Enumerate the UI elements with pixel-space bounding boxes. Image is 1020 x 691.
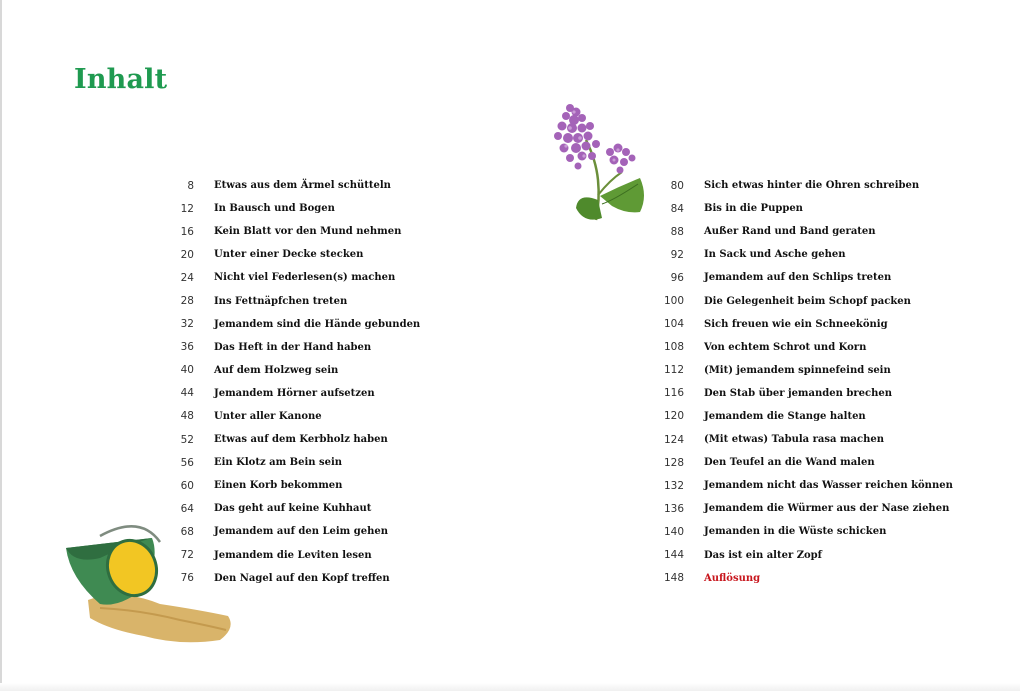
toc-page-number: 56 <box>180 456 194 469</box>
toc-entry-title: Außer Rand und Band geraten <box>704 226 876 238</box>
toc-page-number: 140 <box>663 525 684 538</box>
page-bottom-shadow <box>0 683 1020 691</box>
toc-entry-title: Jemandem die Würmer aus der Nase ziehen <box>704 503 950 515</box>
lilac-leaves <box>576 178 644 220</box>
toc-page-number: 124 <box>663 433 684 446</box>
toc-page-number: 68 <box>180 525 194 538</box>
toc-entry-title: In Bausch und Bogen <box>214 203 335 215</box>
toc-page-number: 88 <box>670 225 684 238</box>
toc-page-number: 120 <box>663 410 684 423</box>
toc-page-number: 8 <box>187 179 194 192</box>
toc-entry <box>150 359 420 382</box>
toc-entry-title: Sich freuen wie ein Schneekönig <box>704 318 888 330</box>
toc-page-number: 108 <box>663 341 684 354</box>
toc-page-number: 136 <box>663 502 684 515</box>
toc-entry-title: Unter einer Decke stecken <box>214 249 364 261</box>
toc-page-number: 12 <box>180 202 194 215</box>
toc-entry-title: Den Nagel auf den Kopf treffen <box>214 572 390 584</box>
toc-page-number: 116 <box>663 387 684 400</box>
toc-entry <box>640 405 953 428</box>
toc-entry-title: Jemanden in die Wüste schicken <box>704 526 887 538</box>
toc-page-number: 128 <box>663 456 684 469</box>
toc-entry-title: Jemandem auf den Schlips treten <box>704 272 892 284</box>
toc-entry-title: Das geht auf keine Kuhhaut <box>214 503 372 515</box>
toc-page-number: 64 <box>180 502 194 515</box>
toc-entry-title: Etwas aus dem Ärmel schütteln <box>214 180 391 192</box>
toc-entry-title: Ins Fettnäpfchen treten <box>214 295 348 307</box>
toc-page-number: 80 <box>670 179 684 192</box>
toc-entry-title: Ein Klotz am Bein sein <box>214 457 343 469</box>
toc-entry-title: Von echtem Schrot und Korn <box>704 341 867 353</box>
bucket-illustration <box>60 518 238 648</box>
toc-entry <box>150 497 420 520</box>
toc-page-number: 112 <box>663 364 684 377</box>
toc-entry-title: Den Teufel an die Wand malen <box>704 457 875 469</box>
toc-page-number: 92 <box>670 248 684 261</box>
toc-page-number: 44 <box>180 387 194 400</box>
toc-entry <box>150 382 420 405</box>
toc-entry-title: Nicht viel Federlesen(s) machen <box>214 272 396 284</box>
toc-page-number: 28 <box>180 295 194 308</box>
toc-entry-title: Jemandem die Leviten lesen <box>214 549 372 561</box>
toc-entry-title: Kein Blatt vor den Mund nehmen <box>214 226 402 238</box>
toc-entry <box>150 428 420 451</box>
toc-page-number: 48 <box>180 410 194 423</box>
toc-entry <box>150 197 420 220</box>
toc-entry-title: Jemandem sind die Hände gebunden <box>214 318 421 330</box>
toc-page-number: 104 <box>663 318 684 331</box>
toc-entry-title: Bis in die Puppen <box>704 203 803 215</box>
toc-entry <box>150 243 420 266</box>
toc-page-number: 60 <box>180 479 194 492</box>
toc-entry-title: (Mit) jemandem spinnefeind sein <box>704 364 891 376</box>
toc-entry <box>640 220 953 243</box>
toc-page-number: 84 <box>670 202 684 215</box>
toc-entry <box>640 428 953 451</box>
toc-entry <box>640 336 953 359</box>
toc-entry <box>150 266 420 289</box>
toc-entry-title: Jemandem nicht das Wasser reichen können <box>704 480 953 492</box>
toc-page-number: 20 <box>180 248 194 261</box>
toc-page-number: 32 <box>180 318 194 331</box>
lilac-illustration <box>548 100 656 240</box>
toc-entry <box>150 474 420 497</box>
toc-entry <box>640 174 953 197</box>
toc-entry <box>640 451 953 474</box>
toc-entry-title: Das Heft in der Hand haben <box>214 341 372 353</box>
toc-entry-title: Jemandem Hörner aufsetzen <box>214 387 375 399</box>
toc-entry <box>640 567 953 590</box>
toc-entry <box>640 497 953 520</box>
page-edge <box>0 0 2 691</box>
toc-entry-title: In Sack und Asche gehen <box>704 249 846 261</box>
toc-entry <box>640 266 953 289</box>
toc-page-number: 100 <box>663 295 684 308</box>
toc-page-number: 144 <box>663 549 684 562</box>
toc-entry <box>150 336 420 359</box>
toc-entry <box>640 197 953 220</box>
toc-entry <box>640 313 953 336</box>
toc-entry <box>150 451 420 474</box>
toc-entry <box>640 243 953 266</box>
toc-page-number: 96 <box>670 271 684 284</box>
toc-entry <box>640 544 953 567</box>
toc-page-number: 132 <box>663 479 684 492</box>
toc-entry-title: Sich etwas hinter die Ohren schreiben <box>704 180 920 192</box>
toc-column-right <box>640 174 953 590</box>
toc-entry-title: (Mit etwas) Tabula rasa machen <box>704 434 884 446</box>
toc-page-number: 24 <box>180 271 194 284</box>
toc-entry <box>640 359 953 382</box>
toc-entry <box>150 289 420 312</box>
page-title: Inhalt <box>74 64 168 95</box>
toc-entry-title: Auf dem Holzweg sein <box>214 364 339 376</box>
toc-entry-title: Jemandem auf den Leim gehen <box>214 526 388 538</box>
toc-entry <box>150 405 420 428</box>
toc-entry <box>150 220 420 243</box>
toc-entry-title: Das ist ein alter Zopf <box>704 549 822 561</box>
toc-page-number: 72 <box>180 549 194 562</box>
toc-page-number: 148 <box>663 572 684 585</box>
toc-page-number: 52 <box>180 433 194 446</box>
toc-entry-title: Etwas auf dem Kerbholz haben <box>214 434 388 446</box>
toc-entry-title: Unter aller Kanone <box>214 410 322 422</box>
toc-entry <box>640 382 953 405</box>
toc-entry-title: Auflösung <box>704 572 761 584</box>
toc-page-number: 36 <box>180 341 194 354</box>
toc-entry-title: Einen Korb bekommen <box>214 480 343 492</box>
toc-page-number: 40 <box>180 364 194 377</box>
toc-entry <box>150 174 420 197</box>
toc-entry-title: Die Gelegenheit beim Schopf packen <box>704 295 911 307</box>
toc-entry <box>150 313 420 336</box>
toc-entry <box>640 289 953 312</box>
toc-entry-title: Jemandem die Stange halten <box>704 410 866 422</box>
toc-entry <box>640 520 953 543</box>
toc-entry-title: Den Stab über jemanden brechen <box>704 387 892 399</box>
bucket <box>66 526 164 604</box>
toc-entry <box>640 474 953 497</box>
toc-page-number: 16 <box>180 225 194 238</box>
toc-page-number: 76 <box>180 572 194 585</box>
